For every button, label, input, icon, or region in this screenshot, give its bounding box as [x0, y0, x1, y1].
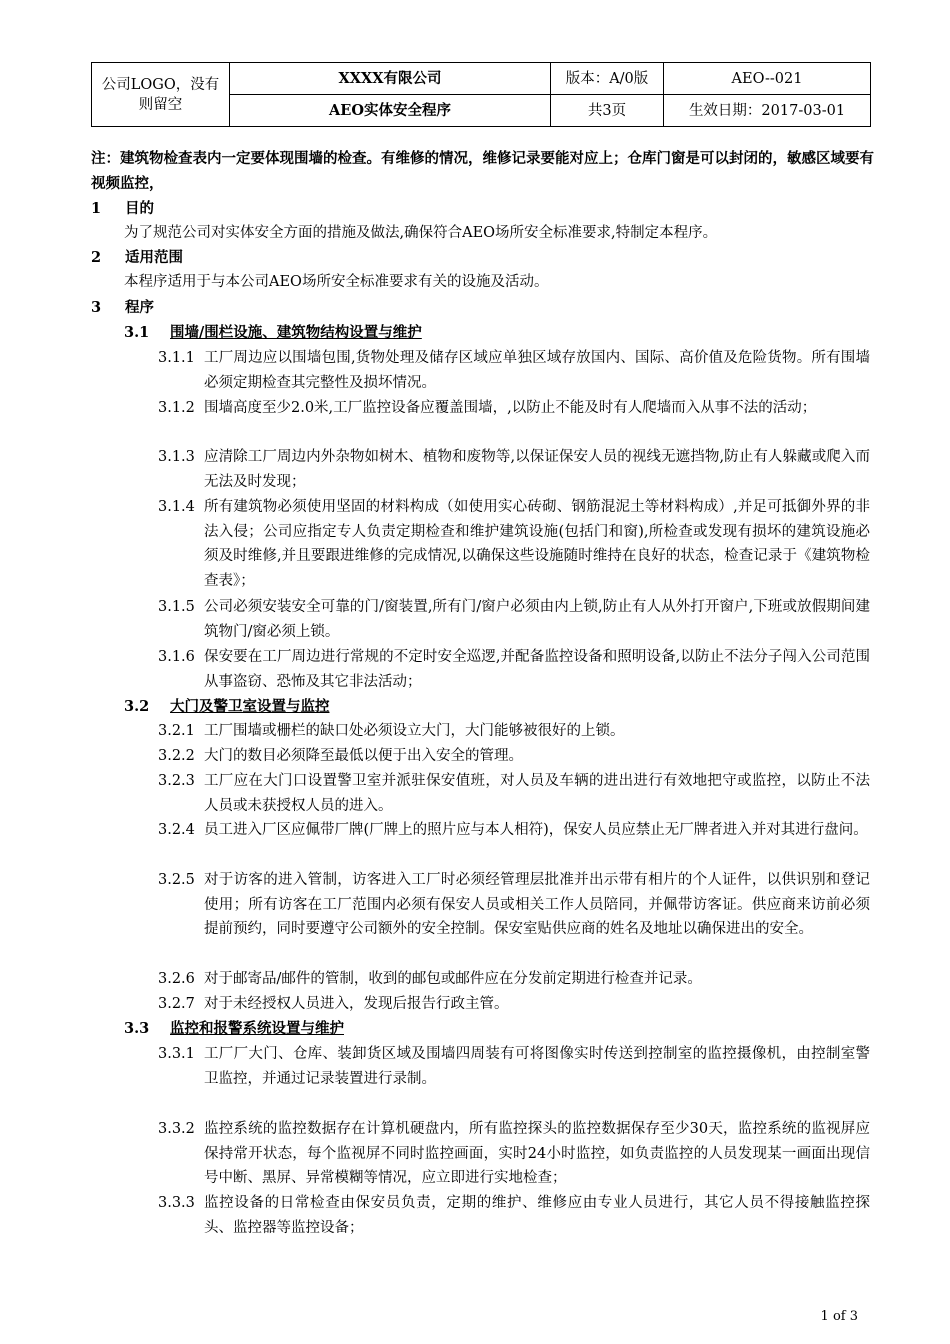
clause-text: 所有建筑物必须使用坚固的材料构成（如使用实心砖砌、钢筋混泥土等材料构成）,并足可抵御外界的非法入侵；公司应指定专人负责定期检查和维护建筑设施(包括门和窗),所检查或发现有损坏的建筑设施必须及时维修,并且要跟进维修的完成情况,以确保这些设施随时维持在良好的状态，检查记录于《建筑物检查表》； — [204, 499, 870, 589]
clause-text: 围墙高度至少2.0米,工厂监控设备应覆盖围墙，,以防止不能及时有人爬墙而入从事不法的活动； — [204, 400, 817, 416]
subsection-heading — [124, 321, 422, 345]
clause-number: 3.2.3 — [158, 773, 195, 789]
effective-date: 生效日期：2017-03-01 — [664, 95, 871, 127]
section-number: 1 — [91, 200, 102, 217]
clause-item — [158, 769, 870, 818]
clause-text: 员工进入厂区应佩带厂牌(厂牌上的照片应与本人相符)，保安人员应禁止无厂牌者进入并对其进行盘问。 — [204, 822, 868, 838]
clause-number: 3.3.2 — [158, 1121, 195, 1137]
section-title: 适用范围 — [125, 249, 183, 266]
clause-text: 工厂厂大门、仓库、装卸货区域及围墙四周装有可将图像实时传送到控制室的监控摄像机，由控制室警卫监控，并通过记录装置进行录制。 — [204, 1046, 870, 1087]
subsection-number: 3.1 — [124, 324, 150, 341]
clause-number: 3.2.2 — [158, 748, 195, 764]
clause-text: 应清除工厂周边内外杂物如树木、植物和废物等,以保证保安人员的视线无遮挡物,防止有人躲藏或爬入而无法及时发现； — [204, 449, 870, 490]
clause-item — [158, 1117, 870, 1191]
section-heading — [91, 246, 183, 270]
company-name: XXXX有限公司 — [230, 63, 551, 95]
clause-text: 对于访客的进入管制，访客进入工厂时必须经管理层批准并出示带有相片的个人证件，以供识别和登记使用；所有访客在工厂范围内必须有保安人员或相关工作人员陪同，并佩带访客证。供应商来访前必须提前预约，同时要遵守公司额外的安全控制。保安室贴供应商的姓名及地址以确保进出的安全。 — [204, 872, 870, 937]
clause-item — [158, 346, 870, 395]
subsection-title: 大门及警卫室设置与监控 — [170, 698, 330, 715]
clause-item — [158, 818, 870, 843]
page-number: 1 of 3 — [820, 1309, 858, 1324]
section-number: 3 — [91, 299, 102, 316]
clause-number: 3.1.6 — [158, 649, 195, 665]
section-heading — [91, 296, 154, 320]
subsection-number: 3.2 — [124, 698, 150, 715]
note-text: 注：建筑物检查表内一定要体现围墙的检查。有维修的情况，维修记录要能对应上；仓库门窗是可以封闭的，敏感区域要有视频监控， — [91, 150, 874, 192]
clause-item — [158, 1042, 870, 1091]
clause-number: 3.2.4 — [158, 822, 195, 838]
clause-number: 3.1.2 — [158, 400, 195, 416]
clause-text: 监控设备的日常检查由保安员负责，定期的维护、维修应由专业人员进行，其它人员不得接触监控探头、监控器等监控设备； — [204, 1195, 870, 1236]
clause-item — [158, 495, 870, 593]
company-logo-placeholder: 公司LOGO，没有则留空 — [92, 63, 230, 127]
clause-number: 3.1.1 — [158, 350, 195, 366]
clause-number: 3.2.5 — [158, 872, 195, 888]
clause-text: 对于邮寄品/邮件的管制，收到的邮包或邮件应在分发前定期进行检查并记录。 — [204, 971, 702, 987]
clause-text: 公司必须安装安全可靠的门/窗装置,所有门/窗户必须由内上锁,防止有人从外打开窗户,下班或放假期间建筑物门/窗必须上锁。 — [204, 599, 870, 640]
clause-item — [158, 445, 870, 494]
section-title: 程序 — [125, 299, 154, 316]
section-title: 目的 — [125, 200, 154, 217]
clause-number: 3.1.5 — [158, 599, 195, 615]
clause-text: 保安要在工厂周边进行常规的不定时安全巡逻,并配备监控设备和照明设备,以防止不法分子闯入公司范围从事盗窃、恐怖及其它非法活动； — [204, 649, 870, 690]
clause-item — [158, 396, 870, 421]
subsection-title: 监控和报警系统设置与维护 — [170, 1020, 344, 1037]
subsection-heading — [124, 695, 330, 719]
subsection-heading — [124, 1017, 344, 1041]
clause-text: 工厂应在大门口设置警卫室并派驻保安值班，对人员及车辆的进出进行有效地把守或监控，以防止不法人员或未获授权人员的进入。 — [204, 773, 870, 814]
clause-text: 对于未经授权人员进入，发现后报告行政主管。 — [204, 996, 509, 1012]
clause-number: 3.2.1 — [158, 723, 195, 739]
clause-number: 3.2.7 — [158, 996, 195, 1012]
clause-item — [158, 868, 870, 942]
clause-text: 大门的数目必须降至最低以便于出入安全的管理。 — [204, 748, 523, 764]
clause-item — [158, 744, 870, 769]
section-paragraph: 本程序适用于与本公司AEO场所安全标准要求有关的设施及活动。 — [124, 274, 549, 290]
clause-number: 3.1.4 — [158, 499, 195, 515]
clause-number: 3.1.3 — [158, 449, 195, 465]
section-paragraph: 为了规范公司对实体安全方面的措施及做法,确保符合AEO场所安全标准要求,特制定本程序。 — [124, 225, 718, 241]
clause-text: 监控系统的监控数据存在计算机硬盘内，所有监控探头的监控数据保存至少30天，监控系统的监视屏应保持常开状态，每个监视屏不同时监控画面，实时24小时监控，如负责监控的人员发现某一画面出现信号中断、黑屏、异常模糊等情况，应立即进行实地检查； — [204, 1121, 870, 1186]
clause-number: 3.3.1 — [158, 1046, 195, 1062]
clause-item — [158, 595, 870, 644]
clause-number: 3.2.6 — [158, 971, 195, 987]
subsection-number: 3.3 — [124, 1020, 150, 1037]
clause-item — [158, 645, 870, 694]
version-label: 版本：A/0版 — [551, 63, 664, 95]
clause-text: 工厂周边应以围墙包围,货物处理及储存区域应单独区域存放国内、国际、高价值及危险货物。所有围墙必须定期检查其完整性及损坏情况。 — [204, 350, 870, 391]
section-number: 2 — [91, 249, 102, 266]
clause-item — [158, 992, 870, 1017]
subsection-title: 围墙/围栏设施、建筑物结构设置与维护 — [170, 324, 422, 341]
document-number: AEO--021 — [664, 63, 871, 95]
clause-number: 3.3.3 — [158, 1195, 195, 1211]
document-title: AEO实体安全程序 — [230, 95, 551, 127]
section-heading — [91, 197, 154, 221]
clause-item — [158, 1191, 870, 1240]
header-table — [91, 62, 871, 127]
clause-item — [158, 967, 870, 992]
clause-text: 工厂围墙或栅栏的缺口处必须设立大门，大门能够被很好的上锁。 — [204, 723, 625, 739]
page-count: 共3页 — [551, 95, 664, 127]
clause-item — [158, 719, 870, 744]
